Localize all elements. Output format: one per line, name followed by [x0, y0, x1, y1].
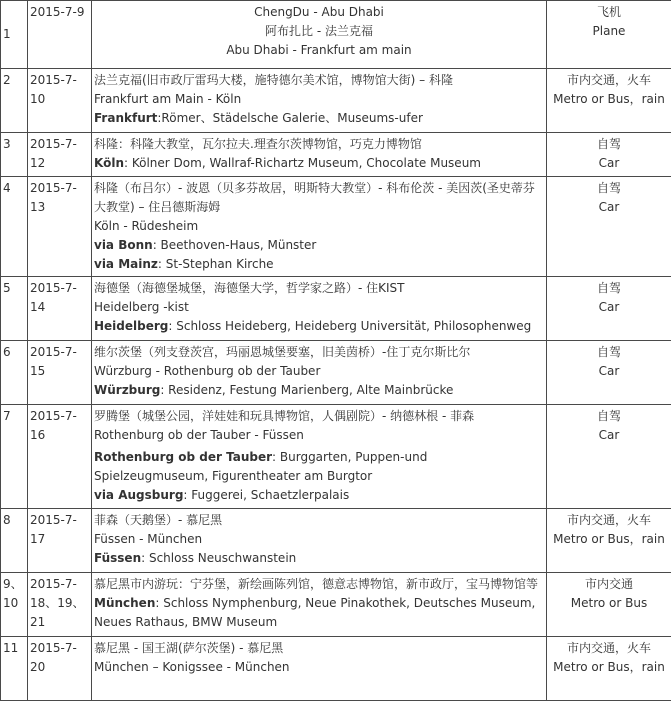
sight-places: : Schloss Nymphenburg, Neue Pinakothek, Deutsches Museum, Neues Rathaus, BMW Museum [94, 596, 535, 629]
transport-en: Metro or Bus，rain [549, 90, 669, 109]
transport-cell [547, 637, 671, 701]
transport-en: Metro or Bus，rain [549, 530, 669, 549]
transport-cn: 自驾 [549, 135, 669, 154]
transport-en: Car [549, 198, 669, 217]
row-number: 5 [1, 277, 28, 341]
row-date: 2015-7-18、19、21 [28, 573, 92, 637]
row-number: 1 [1, 1, 28, 69]
route-cell [92, 341, 547, 405]
transport-cn: 市内交通，火车 [549, 71, 669, 90]
table-row [1, 133, 671, 177]
route-cn: 科隆：科隆大教堂，瓦尔拉夫.理查尔茨博物馆，巧克力博物馆 [94, 135, 544, 154]
row-date: 2015-7-9 [28, 1, 92, 69]
transport-cn: 市内交通，火车 [549, 639, 669, 658]
route-cn: 维尔茨堡（列支登茨宫，玛丽恩城堡要塞，旧美茵桥）-住丁克尔斯比尔 [94, 343, 544, 362]
transport-cell [547, 509, 671, 573]
transport-en: Plane [549, 22, 669, 41]
sight-city: via Bonn [94, 238, 153, 252]
transport-cell [547, 1, 671, 69]
row-number: 8 [1, 509, 28, 573]
table-row [1, 277, 671, 341]
transport-en: Car [549, 154, 669, 173]
route-cell [92, 133, 547, 177]
sight-places: : Residenz, Festung Marienberg, Alte Mainbrücke [160, 383, 453, 397]
transport-en: Metro or Bus [549, 594, 669, 613]
route-line: ChengDu - Abu Dhabi [94, 3, 544, 22]
route-en: Köln - Rüdesheim [94, 217, 544, 236]
sight-places: : Schloss Neuschwanstein [141, 551, 296, 565]
sight-city: Heidelberg [94, 319, 168, 333]
route-cn: 菲森（天鹅堡）- 慕尼黑 [94, 511, 544, 530]
table-row [1, 637, 671, 701]
transport-cn: 自驾 [549, 343, 669, 362]
transport-cell [547, 405, 671, 509]
route-cn: 法兰克福(旧市政厅雷玛大楼，施特德尔美术馆，博物馆大街) – 科隆 [94, 71, 544, 90]
row-date: 2015-7-12 [28, 133, 92, 177]
row-number: 11 [1, 637, 28, 701]
row-date: 2015-7-13 [28, 177, 92, 277]
transport-cell [547, 341, 671, 405]
sight-city: Frankfurt [94, 111, 157, 125]
transport-cn: 市内交通 [549, 575, 669, 594]
transport-cn: 飞机 [549, 3, 669, 22]
transport-cn: 自驾 [549, 179, 669, 198]
table-row [1, 177, 671, 277]
transport-cell [547, 177, 671, 277]
route-en: Heidelberg -kist [94, 298, 544, 317]
transport-en: Metro or Bus，rain [549, 658, 669, 677]
route-line: 阿布扎比 - 法兰克福 [94, 22, 544, 41]
table-row [1, 69, 671, 133]
route-cell [92, 69, 547, 133]
route-cell [92, 573, 547, 637]
route-cn: 罗腾堡（城堡公园，洋娃娃和玩具博物馆，人偶剧院）- 纳德林根 - 菲森 [94, 407, 544, 426]
route-en: Füssen - München [94, 530, 544, 549]
sight-places: :Römer、Städelsche Galerie、Museums-ufer [157, 111, 423, 125]
transport-cell [547, 133, 671, 177]
transport-en: Car [549, 426, 669, 445]
route-cell [92, 177, 547, 277]
route-cell [92, 1, 547, 69]
transport-cell [547, 69, 671, 133]
row-date: 2015-7-16 [28, 405, 92, 509]
sight-city: Würzburg [94, 383, 160, 397]
table-row [1, 509, 671, 573]
route-line: Abu Dhabi - Frankfurt am main [94, 41, 544, 60]
transport-cn: 市内交通，火车 [549, 511, 669, 530]
table-row [1, 573, 671, 637]
transport-cn: 自驾 [549, 407, 669, 426]
route-cn: 慕尼黑 - 国王湖(萨尔茨堡) - 慕尼黑 [94, 639, 544, 658]
row-date: 2015-7-14 [28, 277, 92, 341]
sight-city: via Mainz [94, 257, 158, 271]
route-cell [92, 277, 547, 341]
sight-places: : Fuggerei, Schaetzlerpalais [183, 488, 349, 502]
route-en: München – Konigssee - München [94, 658, 544, 677]
transport-cn: 自驾 [549, 279, 669, 298]
sight-places: : Burggarten, Puppen-und Spielzeugmuseum, Figurentheater am Burgtor [94, 450, 427, 483]
row-number: 7 [1, 405, 28, 509]
row-number: 9、10 [1, 573, 28, 637]
sight-places: : Schloss Heideberg, Heideberg Universität, Philosophenweg [168, 319, 531, 333]
route-cell [92, 509, 547, 573]
sight-places: : St-Stephan Kirche [158, 257, 274, 271]
table-row [1, 405, 671, 509]
row-date: 2015-7-17 [28, 509, 92, 573]
route-en: Rothenburg ob der Tauber - Füssen [94, 426, 544, 445]
row-date: 2015-7-10 [28, 69, 92, 133]
sight-city: Rothenburg ob der Tauber [94, 450, 272, 464]
route-en: Würzburg - Rothenburg ob der Tauber [94, 362, 544, 381]
table-row [1, 341, 671, 405]
row-number: 2 [1, 69, 28, 133]
route-cn: 科隆（布吕尔）- 波恩（贝多芬故居，明斯特大教堂）- 科布伦茨 - 美因茨(圣史蒂芬大教堂) – 住吕德斯海姆 [94, 179, 544, 217]
transport-cell [547, 573, 671, 637]
transport-cell [547, 277, 671, 341]
row-number: 3 [1, 133, 28, 177]
row-number: 6 [1, 341, 28, 405]
table-row [1, 1, 671, 69]
transport-en: Car [549, 298, 669, 317]
route-en: Frankfurt am Main - Köln [94, 90, 544, 109]
route-cell [92, 637, 547, 701]
transport-en: Car [549, 362, 669, 381]
row-date: 2015-7-15 [28, 341, 92, 405]
sight-city: München [94, 596, 155, 610]
route-cell [92, 405, 547, 509]
row-date: 2015-7-20 [28, 637, 92, 701]
sight-places: : Kölner Dom, Wallraf-Richartz Museum, Chocolate Museum [124, 156, 481, 170]
route-cn: 慕尼黑市内游玩：宁芬堡，新绘画陈列馆，德意志博物馆，新市政厅，宝马博物馆等 [94, 575, 544, 594]
sight-city: Füssen [94, 551, 141, 565]
sight-city: Köln [94, 156, 124, 170]
route-cn: 海德堡（海德堡城堡，海德堡大学，哲学家之路）- 住KIST [94, 279, 544, 298]
sight-places: : Beethoven-Haus, Münster [153, 238, 317, 252]
row-number: 4 [1, 177, 28, 277]
sight-city: via Augsburg [94, 488, 183, 502]
